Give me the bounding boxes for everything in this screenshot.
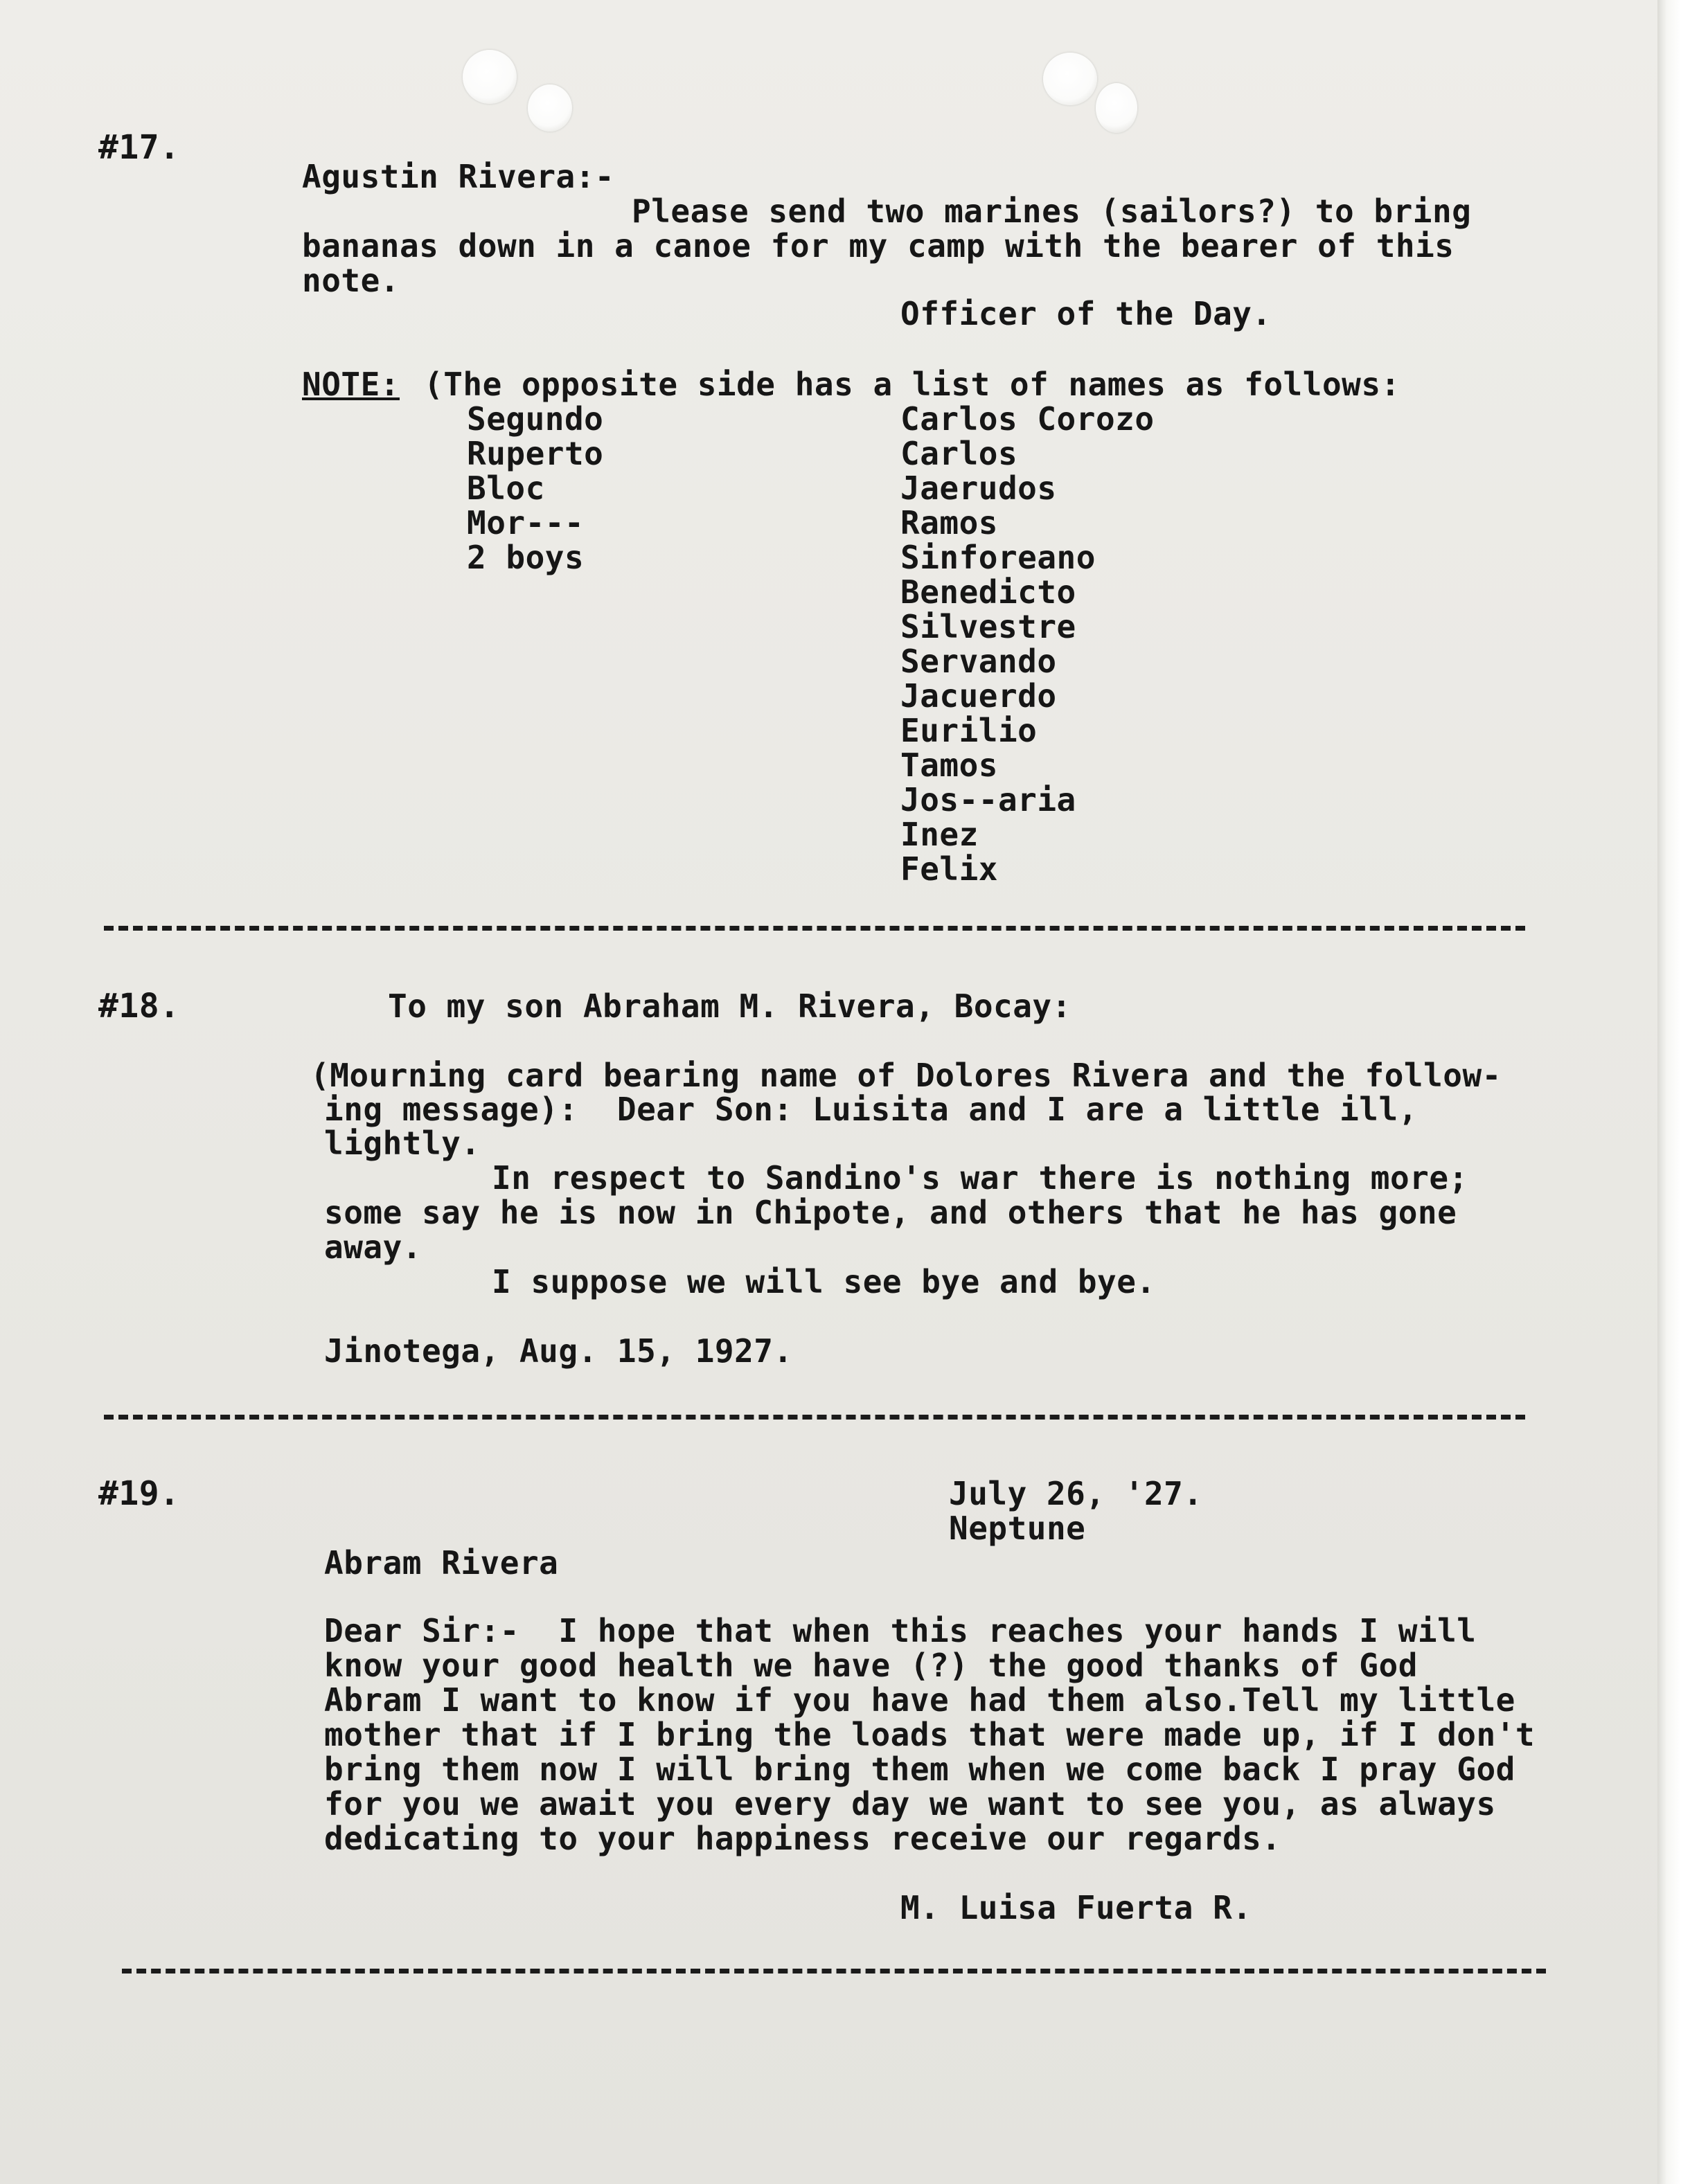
section-divider (104, 926, 1525, 931)
name-list-item: Segundo (467, 400, 604, 438)
signature: M. Luisa Fuerta R. (900, 1889, 1252, 1926)
body-line: (Mourning card bearing name of Dolores Rivera and the follow- (310, 1057, 1502, 1094)
note-text: (The opposite side has a list of names as follows: (424, 366, 1400, 403)
letter-place: Neptune (949, 1510, 1086, 1547)
name-list-item: Bloc (467, 469, 545, 507)
signature: Officer of the Day. (900, 295, 1272, 332)
body-line: mother that if I bring the loads that were made up, if I don't (324, 1716, 1536, 1753)
name-list-item: Jaerudos (900, 469, 1057, 507)
name-list-item: Ruperto (467, 435, 604, 472)
name-list-item: Ramos (900, 504, 998, 541)
name-list-item: Jos--aria (900, 781, 1076, 818)
entry-number: #18. (98, 987, 180, 1026)
name-list-item: Tamos (900, 746, 998, 784)
entry-number: #19. (98, 1474, 180, 1513)
body-line: for you we await you every day we want to see you, as always (324, 1785, 1496, 1823)
body-line: dedicating to your happiness receive our regards. (324, 1820, 1281, 1857)
addressee: Abram Rivera (324, 1544, 559, 1582)
body-line: bananas down in a canoe for my camp with the bearer of this (302, 227, 1455, 265)
punch-hole (1043, 53, 1097, 105)
note-label: NOTE: (302, 366, 400, 403)
body-line: Please send two marines (sailors?) to bring (632, 193, 1472, 230)
name-list-item: Carlos (900, 435, 1018, 472)
body-line: away. (324, 1228, 422, 1266)
name-list-item: Jacuerdo (900, 677, 1057, 715)
section-divider (122, 1969, 1546, 1973)
body-line: some say he is now in Chipote, and others that he has gone (324, 1194, 1457, 1231)
section-divider (104, 1415, 1525, 1420)
body-line: I suppose we will see bye and bye. (492, 1263, 1156, 1300)
name-list-item: Servando (900, 643, 1057, 680)
punch-hole (528, 84, 572, 132)
body-line: Abram I want to know if you have had them also.Tell my little (324, 1681, 1515, 1719)
letter-heading: To my son Abraham M. Rivera, Bocay: (388, 987, 1071, 1025)
place-date: Jinotega, Aug. 15, 1927. (324, 1332, 793, 1370)
body-line: know your good health we have (?) the good thanks of God (324, 1647, 1418, 1684)
body-line: In respect to Sandino's war there is nothing more; (492, 1159, 1468, 1197)
punch-hole (463, 50, 517, 104)
name-list-item: Silvestre (900, 608, 1076, 645)
punch-hole (1096, 83, 1137, 133)
page-edge (1657, 0, 1681, 2184)
body-line: bring them now I will bring them when we come back I pray God (324, 1751, 1515, 1788)
body-line: lightly. (324, 1125, 481, 1162)
name-list-item: Inez (900, 816, 979, 853)
name-list-item: 2 boys (467, 539, 585, 576)
name-list-item: Eurilio (900, 712, 1038, 749)
letter-date: July 26, '27. (949, 1475, 1203, 1512)
body-line: Dear Sir:- I hope that when this reaches your hands I will (324, 1612, 1477, 1649)
name-list-item: Mor--- (467, 504, 585, 541)
body-line: ing message): Dear Son: Luisita and I are a little ill, (324, 1091, 1418, 1128)
name-list-item: Felix (900, 850, 998, 888)
name-list-item: Carlos Corozo (900, 400, 1155, 438)
entry-number: #17. (98, 128, 180, 167)
body-line: note. (302, 262, 400, 299)
addressee: Agustin Rivera:- (302, 158, 615, 195)
name-list-item: Sinforeano (900, 539, 1096, 576)
name-list-item: Benedicto (900, 573, 1076, 611)
